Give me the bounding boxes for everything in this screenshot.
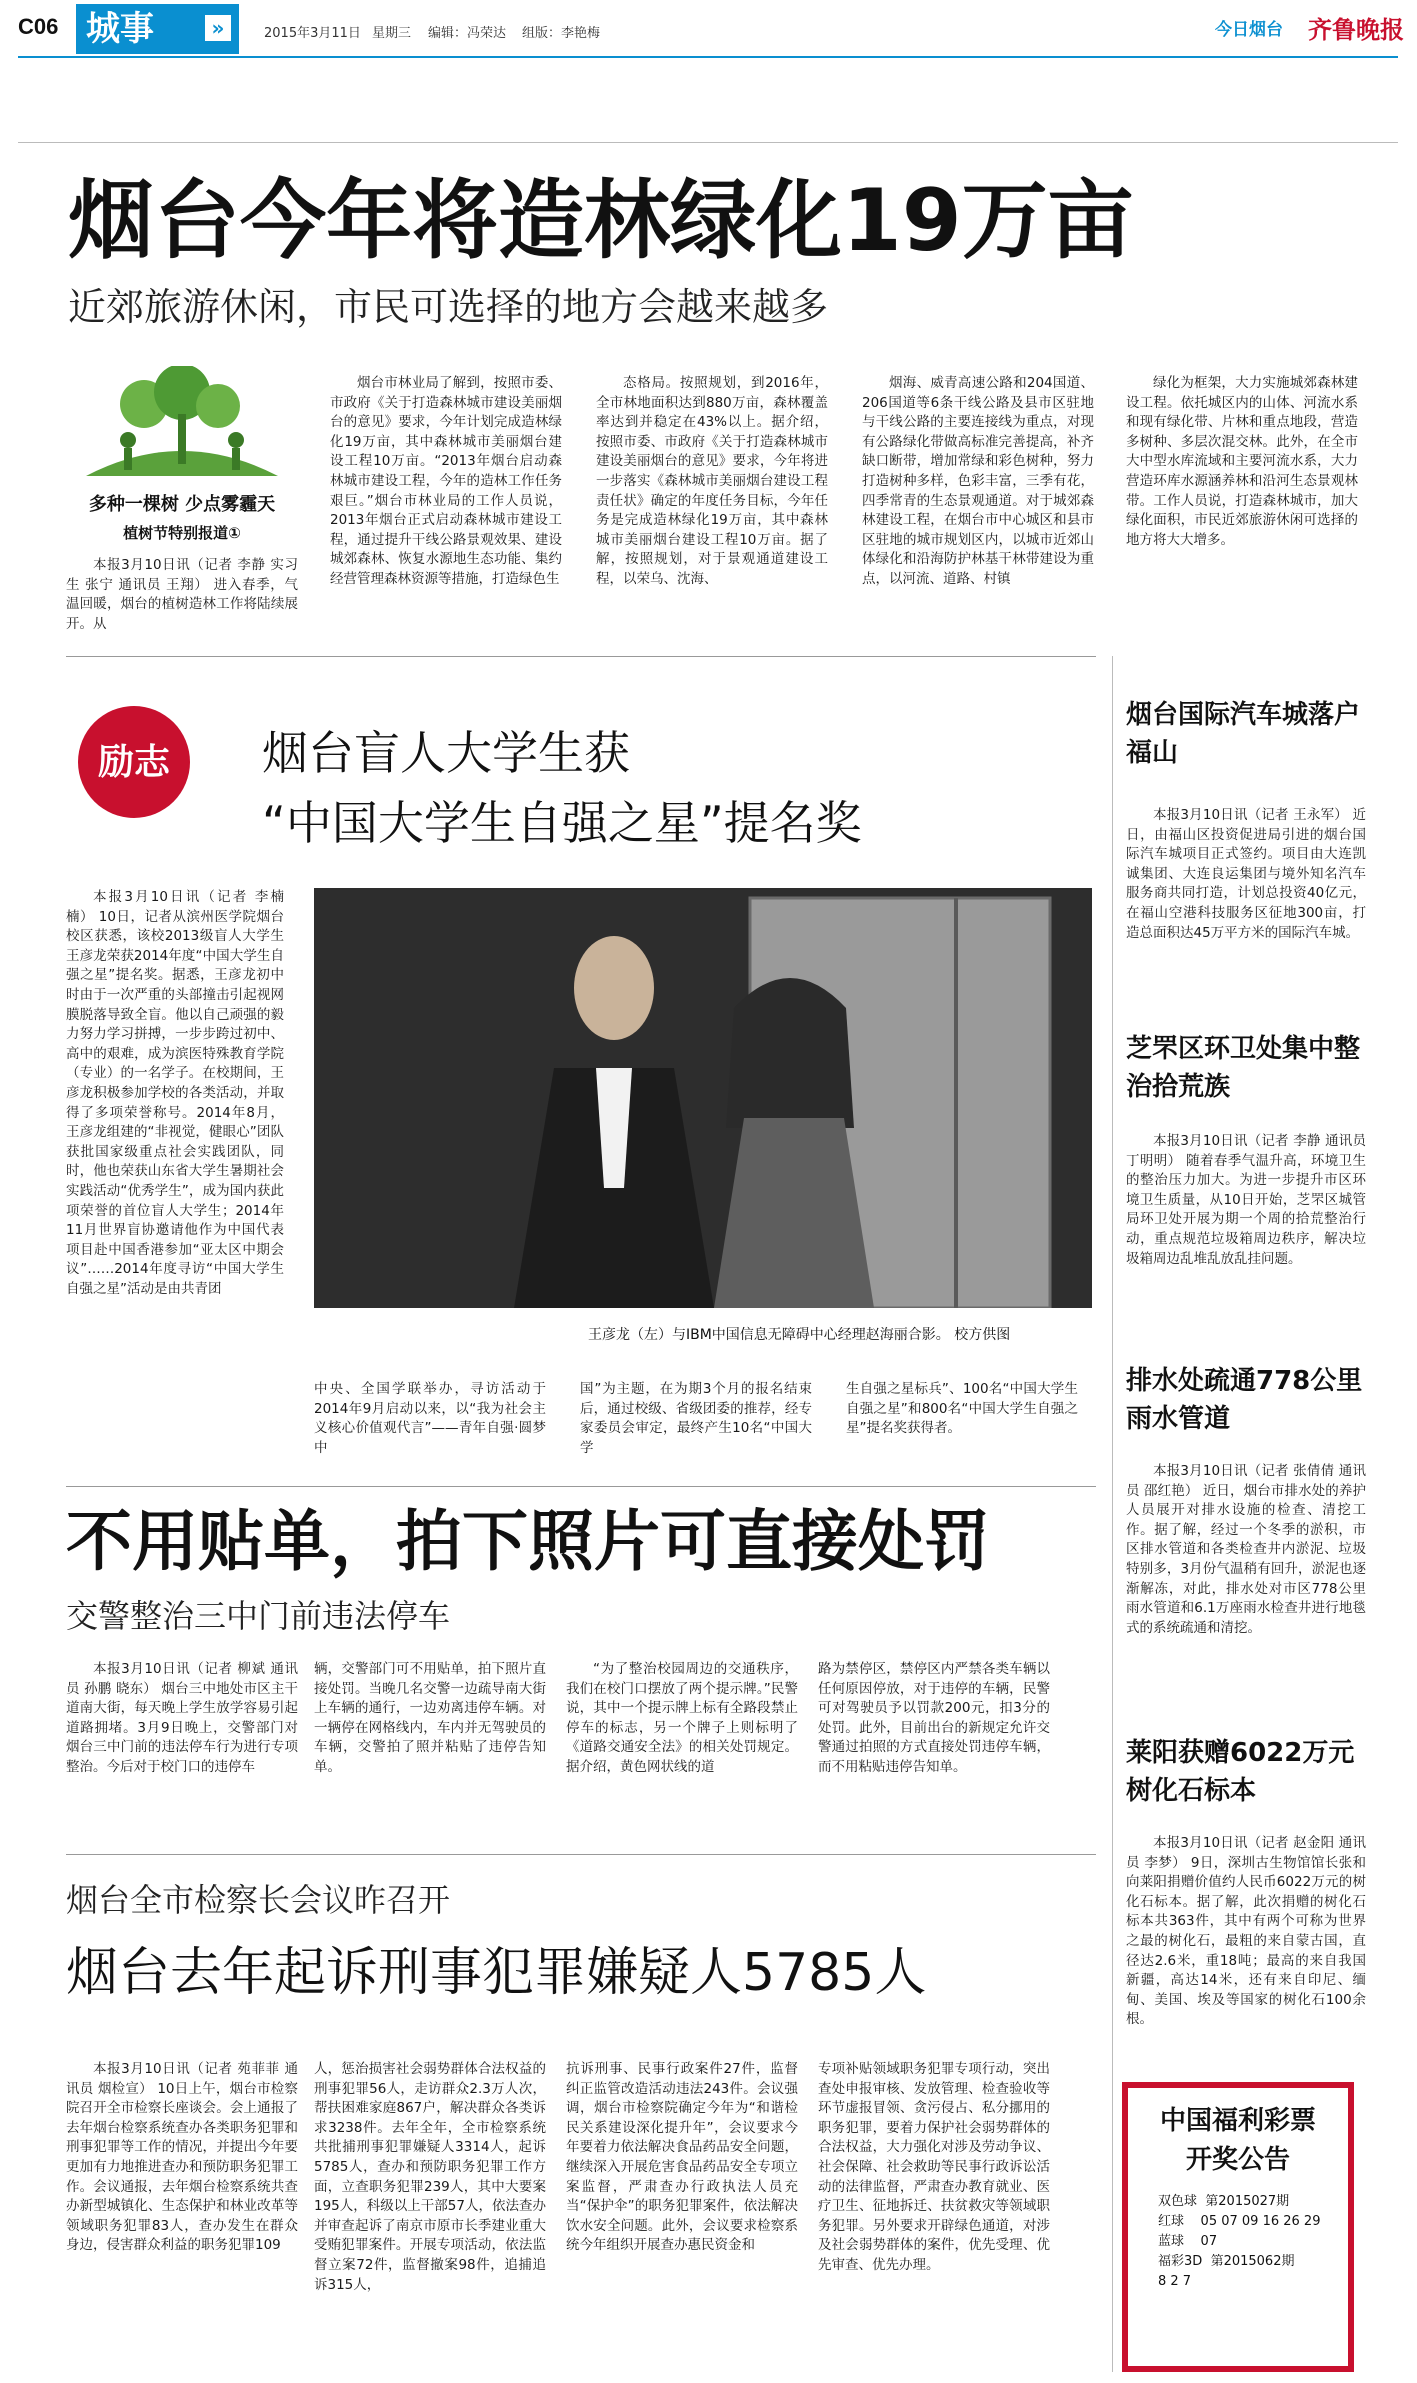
issue-weekday: 星期三 [372,26,412,41]
lead-body-col1: 本报3月10日讯（记者 李静 实习生 张宁 通讯员 王翔） 进入春季，气温回暖，烟台的植树造林工作将陆续展开。从 [66,557,298,632]
lottery-notice [1122,2082,1354,2372]
story2-photo [314,888,1092,1308]
portrait-photo-icon [314,888,1092,1308]
lottery-results [1158,2192,1348,2292]
photo-caption: 王彦龙（左）与IBM中国信息无障碍中心经理赵海丽合影。 校方供图 [588,1327,1011,1343]
lead-body-col2: 烟台市林业局了解到，按照市委、市政府《关于打造森林城市建设美丽烟台的意见》要求，今年计划完成造林绿化19万亩，其中森林城市美丽烟台建设工程10万亩。“2013年烟台启动森林城市建设工程，今年的造林工作任务艰巨。”烟台市林业局的工作人员说，2013年烟台正式启动森林城市建设工程，通过提升干线公路景观效果、建设城郊森林、恢复水源地生态功能、集约经营管理森林资源等措施，打造绿色生 [330,375,562,587]
story2-body-col2: 中央、全国学联举办，寻访活动于2014年9月启动以来，以“我为社会主义核心价值观代言”——青年自强·圆梦中 [314,1381,546,1456]
chevron-right-icon: » [205,15,231,41]
lead-body-col3: 态格局。按照规划，到2016年，全市林地面积达到880万亩，森林覆盖率达到并稳定在43%以上。据介绍，按照市委、市政府《关于打造森林城市建设美丽烟台的意见》要求，今年将进一步落实《森林城市美丽烟台建设工程责任状》确定的年度任务目标，今年任务是完成造林绿化19万亩，其中森林城市美丽烟台建设工程10万亩。据了解，按照规划，对于景观通道建设工程，以荣乌、沈海、 [596,375,828,587]
story2-body-col1: 本报3月10日讯（记者 李楠楠） 10日，记者从滨州医学院烟台校区获悉，该校2013级盲人大学生王彦龙荣获2014年度“中国大学生自强之星”提名奖。据悉，王彦龙初中时由于一次严重的头部撞击引起视网膜脱落导致全盲。他以自己顽强的毅力努力学习拼搏，一步步跨过初中、高中的艰难，成为滨医特殊教育学院（专业）的一名学子。在校期间，王彦龙积极参加学校的各类活动，并取得了多项荣誉称号。2014年8月，王彦龙组建的“非视觉，健眼心”团队获批国家级重点社会实践团队，同时，他也荣获山东省大学生暑期社会实践活动“优秀学生”，成为国内获此项荣誉的首位盲人大学生；2014年11月世界盲协邀请他作为中国代表项目赴中国香港参加“亚太区中期会议”……2014年度寻访“中国大学生自强之星”活动是由共青团 [66,889,284,1297]
story2-body-col4: 生自强之星标兵”、100名“中国大学生自强之星”和800名“中国大学生自强之星”提名奖获得者。 [846,1381,1078,1437]
divider [66,656,1096,657]
divider [66,1854,1096,1855]
brief3-title: 排水处疏通778公里雨水管道 [1126,1366,1363,1434]
story4-body-col3: 抗诉刑事、民事行政案件27件，监督纠正监管改造活动违法243件。会议强调，烟台市检察院确定今年为“和谐检民关系建设深化提升年”，会议要求今年要着力依法解决食品药品安全问题，继续深入开展危害食品药品安全专项立案监督，严肃查办行政执法人员充当“保护伞”的职务犯罪案件，依法解决饮水安全问题。此外，会议要求检察系统今年组织开展查办惠民资金和 [566,2061,798,2254]
lead-body-col4: 烟海、威青高速公路和204国道、206国道等6条干线公路及县市区驻地与干线公路的主要连接线为重点，对现有公路绿化带做高标准完善提高，补齐缺口断带，增加常绿和彩色树种，努力打造树种多样，色彩丰富，三季有花，四季常青的生态景观通道。对于城郊森林建设工程，在烟台市中心城区和县市区驻地的城市规划区内，以城市近郊山体绿化和沿海防护林基干林带建设为重点，以河流、道路、村镇 [862,375,1094,587]
newspaper-logo: 齐鲁晚报 [1308,15,1404,44]
brief1-body: 本报3月10日讯（记者 王永军） 近日，由福山区投资促进局引进的烟台国际汽车城项目正式签约。项目由大连凯诚集团、大连良运集团与境外知名汽车服务商共同打造，计划总投资40亿元，在福山空港科技服务区征地300亩，打造总面积达45万平方米的国际汽车城。 [1126,807,1366,941]
tree-figures-icon [66,366,298,486]
story4-body-col4: 专项补贴领域职务犯罪专项行动，突出查处申报审核、发放管理、检查验收等环节虚报冒领、贪污侵占、私分挪用的职务犯罪，要着力保护社会弱势群体的合法权益，大力强化对涉及劳动争议、社会保障、社会救助等民事行政诉讼活动的法律监督，严肃查办教育就业、医疗卫生、征地拆迁、扶贫救灾等领域职务犯罪。另外要求开辟绿色通道，对涉及社会弱势群体的案件，优先受理、优先审查、优先办理。 [818,2061,1050,2273]
story4-kicker: 烟台全市检察长会议昨召开 [66,1881,451,1919]
column-divider [1112,656,1113,2372]
page-number: C06 [18,14,59,39]
lottery-row-blue: 蓝球 07 [1158,2234,1218,2249]
story2-headline-1: 烟台盲人大学生获 [262,726,630,780]
inspiration-badge: 励志 [78,706,190,818]
header-rule [18,56,1398,58]
story3-body-col1: 本报3月10日讯（记者 柳斌 通讯员 孙鹏 晓东） 烟台三中地处市区主干道南大街，每天晚上学生放学容易引起道路拥堵。3月9日晚上，交警部门对烟台三中门前的违法停车行为进行专项整治。今后对于校门口的违停车 [66,1661,298,1775]
logo-series: 植树节特别报道① [123,524,241,542]
brief1-title: 烟台国际汽车城落户福山 [1126,700,1361,768]
brief4-title: 莱阳获赠6022万元树化石标本 [1126,1738,1355,1806]
lead-body-col5: 绿化为框架，大力实施城郊森林建设工程。依托城区内的山体、河流水系和现有绿化带、片林和重点地段，营造多树种、多层次混交林。此外，在全市大中型水库流域和主要河流水系，大力营造环库水源涵养林和沿河生态景观林带。工作人员说，打造森林城市，加大绿化面积，市民近郊旅游休闲可选择的地方将大大增多。 [1126,375,1358,548]
lead-subheadline: 近郊旅游休闲，市民可选择的地方会越来越多 [68,285,829,329]
lottery-row-3d: 福彩3D 第2015062期 [1158,2254,1295,2269]
logo-slogan: 多种一棵树 少点雾霾天 [88,494,276,515]
story3-subheadline: 交警整治三中门前违法停车 [66,1597,451,1635]
story3-body-col2: 辆，交警部门可不用贴单，拍下照片直接处罚。当晚几名交警一边疏导南大街上车辆的通行，一边劝离违停车辆。对一辆停在网格线内，车内并无驾驶员的车辆，交警拍了照并粘贴了违停告知单。 [314,1661,546,1775]
story2-headline-2: “中国大学生自强之星”提名奖 [262,796,862,850]
brief3-body: 本报3月10日讯（记者 张倩倩 通讯员 邵红艳） 近日，烟台市排水处的养护人员展开对排水设施的检查、清挖工作。据了解，经过一个冬季的淤积，市区排水管道和各类检查井内淤泥、垃圾特别多，3月份气温稍有回升，淤泥也逐渐解冻，对此，排水处对市区778公里雨水管道和6.1万座雨水检查井进行地毯式的系统疏通和清挖。 [1126,1463,1366,1636]
brief2-title: 芝罘区环卫处集中整治拾荒族 [1126,1034,1361,1102]
story4-body-col2: 人，惩治损害社会弱势群体合法权益的刑事犯罪56人，走访群众2.3万人次，帮扶困难家庭867户，解决群众各类诉求3238件。去年全年，全市检察系统共批捕刑事犯罪嫌疑人3314人，起诉5785人，查办和预防职务犯罪工作方面，立查职务犯罪239人，其中大要案195人，科级以上干部57人，依法查办并审查起诉了南京市原市长季建业重大受贿犯罪案件。开展专项活动，依法监督立案72件，监督撤案98件，追捕追诉315人， [314,2061,546,2293]
lottery-title: 中国福利彩票 [1159,2106,1316,2136]
edition-name: 今日烟台 [1215,20,1283,40]
section-label [76,4,239,54]
lottery-subtitle: 开奖公告 [1185,2145,1290,2175]
story4-body-col1: 本报3月10日讯（记者 苑菲菲 通讯员 烟检宣） 10日上午，烟台市检察院召开全市检察长座谈会。会上通报了去年烟台检察系统查办各类职务犯罪和刑事犯罪等工作的情况，并提出今年要更加有力地推进查办和预防职务犯罪工作。会议通报，去年烟台检察系统共查办新型城镇化、生态保护和林业改革等领域职务犯罪83人，查办发生在群众身边，侵害群众利益的职务犯罪109 [66,2061,298,2254]
divider [18,142,1398,143]
lottery-row-ssq: 双色球 第2015027期 [1158,2194,1290,2209]
divider [66,1486,1096,1487]
story3-body-col4: 路为禁停区，禁停区内严禁各类车辆以任何原因停放，对于违停的车辆，民警可对驾驶员予以罚款200元，扣3分的处罚。此外，目前出台的新规定允许交警通过拍照的方式直接处罚违停车辆，而不用粘贴违停告知单。 [818,1661,1050,1775]
section-title: 城事 [86,9,154,49]
lottery-row-3d-numbers: 8 2 7 [1158,2274,1192,2289]
designer-credit: 组版：李艳梅 [522,26,601,41]
tree-planting-logo [66,366,298,542]
issue-date: 2015年3月11日 [264,26,361,41]
story2-body-col3: 国”为主题，在为期3个月的报名结束后，通过校级、省级团委的推荐，经专家委员会审定，最终产生10名“中国大学 [580,1381,812,1456]
story3-body-col3: “为了整治校园周边的交通秩序，我们在校门口摆放了两个提示牌。”民警说，其中一个提示牌上标有全路段禁止停车的标志，另一个牌子上则标明了《道路交通安全法》的相关处罚规定。据介绍，黄色网状线的道 [566,1661,798,1775]
story3-headline: 不用贴单，拍下照片可直接处罚 [66,1503,990,1580]
brief2-body: 本报3月10日讯（记者 李静 通讯员 丁明明） 随着春季气温升高，环境卫生的整治压力加大。为进一步提升市区环境卫生质量，从10日开始，芝罘区城管局环卫处开展为期一个周的拾荒整治行动，重点规范垃圾箱周边秩序，解决垃圾箱周边乱堆乱放乱挂问题。 [1126,1133,1366,1267]
editor-credit: 编辑：冯荣达 [428,26,507,41]
lottery-row-red: 红球 05 07 09 16 26 29 [1158,2214,1321,2229]
brief4-body: 本报3月10日讯（记者 赵金阳 通讯员 李梦） 9日，深圳古生物馆馆长张和向莱阳捐赠价值约人民币6022万元的树化石标本。据了解，此次捐赠的树化石标本共363件，其中有两个可称为世界之最的树化石，最粗的来自蒙古国，直径达2.6米，重18吨；最高的来自我国新疆，高达14米，还有来自印尼、缅甸、美国、埃及等国家的树化石100余根。 [1126,1835,1366,2028]
lead-headline: 烟台今年将造林绿化19万亩 [68,171,1134,271]
story4-headline: 烟台去年起诉刑事犯罪嫌疑人5785人 [66,1943,927,2003]
